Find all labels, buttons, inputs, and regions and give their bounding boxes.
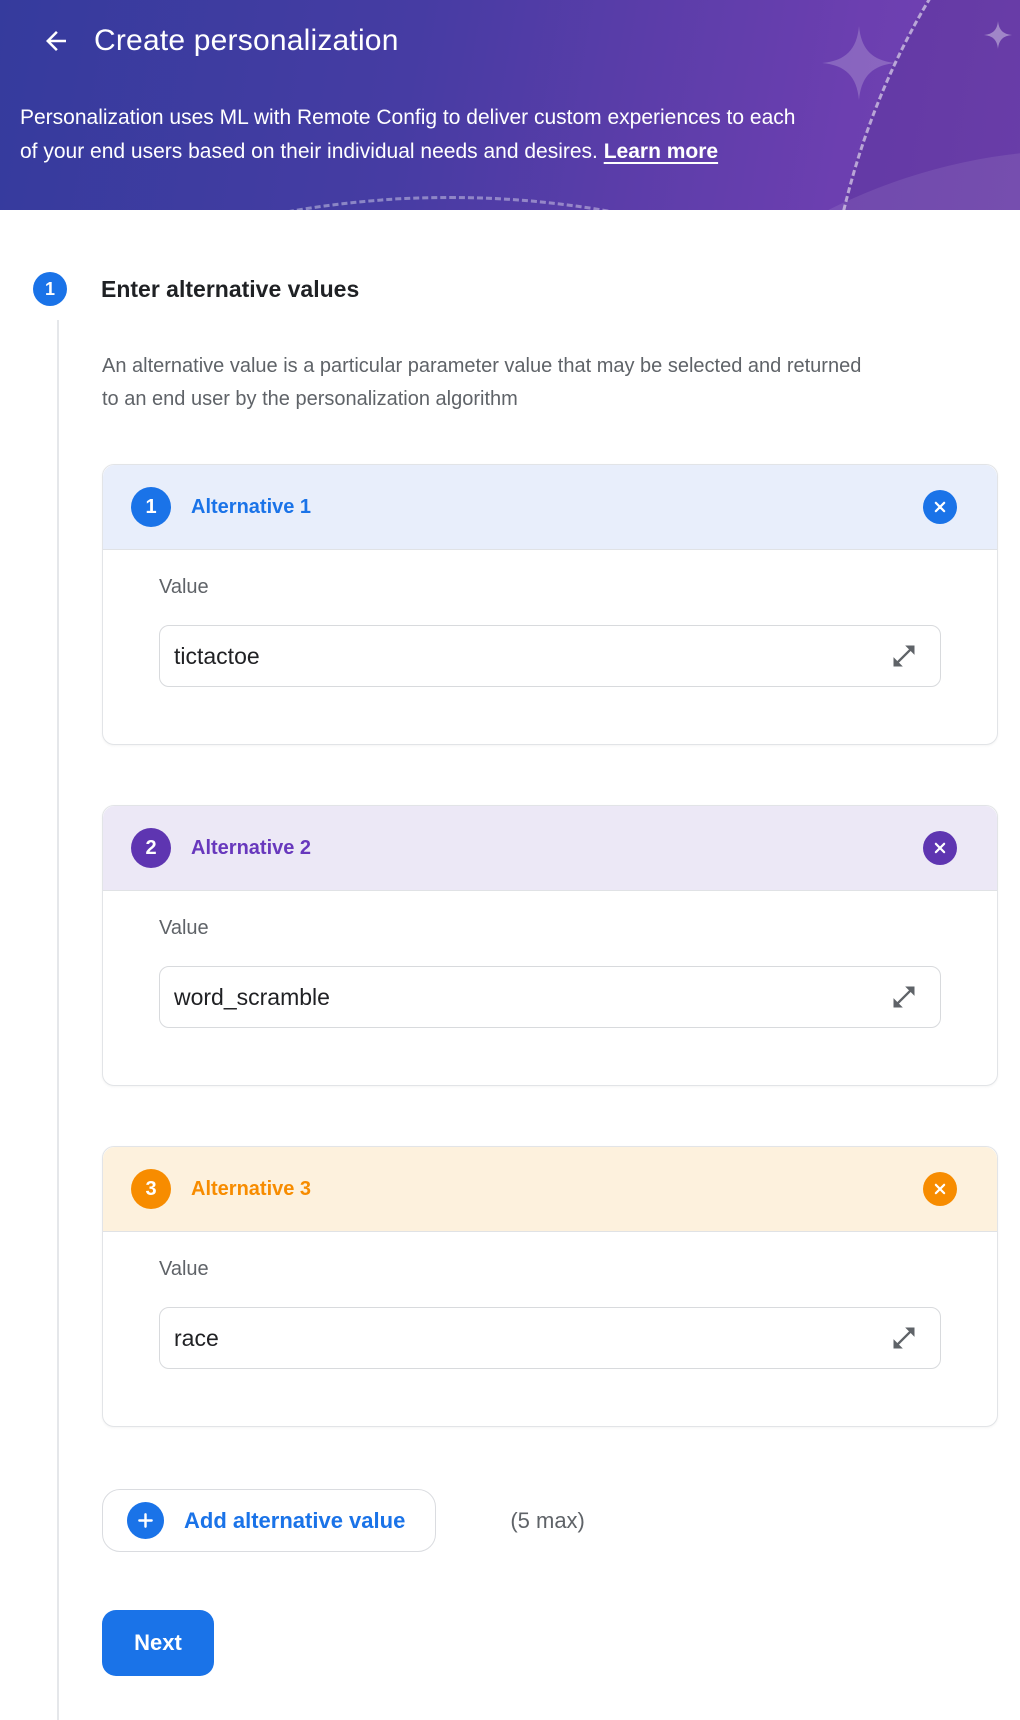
alternative-3-remove-button[interactable] (923, 1172, 957, 1206)
sparkle-star-small-icon (984, 21, 1012, 49)
alternative-2-body (103, 891, 997, 1085)
alternative-1-title: Alternative 1 (191, 495, 312, 518)
value-label: Value (159, 576, 209, 598)
step-heading-row (0, 210, 1020, 306)
open-in-full-icon[interactable] (890, 642, 918, 670)
alternative-2-remove-button[interactable] (923, 831, 957, 865)
alternative-1-remove-button[interactable] (923, 490, 957, 524)
max-note: (5 max) (510, 1507, 585, 1533)
add-alternative-label: Add alternative value (184, 1507, 406, 1533)
step-number-badge: 1 (33, 272, 67, 306)
alternative-1-value-text: tictactoe (174, 642, 260, 669)
dashed-arc-bottom-decoration (0, 196, 1020, 210)
close-icon (931, 839, 949, 857)
alternative-3-header (103, 1147, 997, 1232)
alternative-1-body (103, 550, 997, 744)
alternative-2-title: Alternative 2 (191, 836, 312, 859)
alternative-2-header (103, 806, 997, 891)
alternative-2-value-input[interactable] (159, 966, 941, 1028)
open-in-full-icon[interactable] (890, 1324, 918, 1352)
alternative-2-number-badge: 2 (131, 828, 171, 868)
alternative-card-3 (102, 1146, 998, 1427)
alternative-3-title: Alternative 3 (191, 1177, 312, 1200)
close-icon (931, 1180, 949, 1198)
step-title: Enter alternative values (101, 275, 360, 302)
add-alternative-row (102, 1489, 1020, 1552)
alternative-3-value-text: race (174, 1324, 219, 1351)
next-button[interactable]: Next (102, 1610, 214, 1676)
alternative-3-value-input[interactable] (159, 1307, 941, 1369)
alternative-2-value-text: word_scramble (174, 983, 330, 1010)
alternative-3-body (103, 1232, 997, 1426)
header-description-line1: Personalization uses ML with Remote Config to deliver custom experiences to each (20, 106, 796, 129)
step-description-line1: An alternative value is a particular parameter value that may be selected and returned (102, 355, 862, 377)
alternative-card-1 (102, 464, 998, 745)
sparkle-star-icon (822, 26, 896, 100)
close-icon (931, 498, 949, 516)
hero-shade-decoration (820, 0, 1020, 210)
alternative-card-2 (102, 805, 998, 1086)
step-description-line2: to an end user by the personalization algorithm (102, 388, 518, 410)
header-description (20, 101, 795, 169)
alternative-1-value-input[interactable] (159, 625, 941, 687)
dashed-arc-decoration (820, 0, 1020, 210)
header-description-line2: of your end users based on their individual needs and desires. (20, 140, 598, 163)
arrow-left-icon (41, 26, 71, 56)
main-content (0, 210, 1020, 1720)
page-title: Create personalization (94, 24, 399, 57)
add-alternative-button[interactable] (102, 1489, 436, 1552)
alternative-1-number-badge: 1 (131, 487, 171, 527)
plus-icon (127, 1502, 164, 1539)
value-label: Value (159, 1258, 209, 1280)
value-label: Value (159, 917, 209, 939)
back-button[interactable] (40, 25, 72, 57)
alternative-3-number-badge: 3 (131, 1169, 171, 1209)
alternative-1-header (103, 465, 997, 550)
open-in-full-icon[interactable] (890, 983, 918, 1011)
hero-header (0, 0, 1020, 210)
step-description (102, 350, 1020, 416)
step-body (57, 320, 1020, 1720)
learn-more-link[interactable]: Learn more (603, 140, 719, 163)
